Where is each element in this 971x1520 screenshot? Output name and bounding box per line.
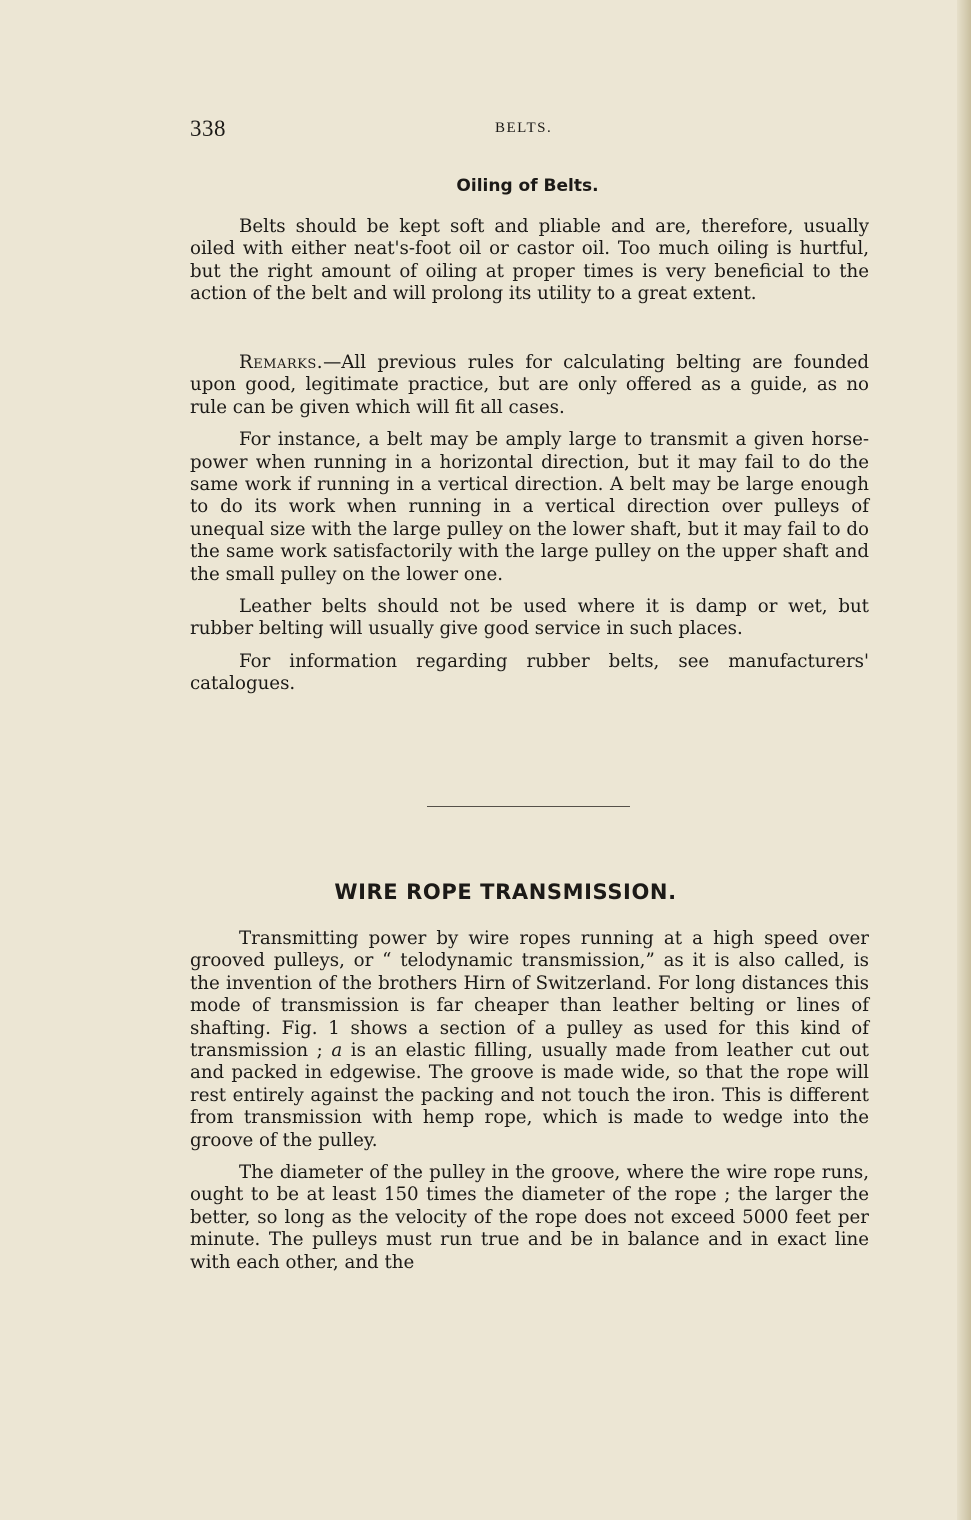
- oiling-section-text: [190, 216, 869, 316]
- paragraph: Belts should be kept soft and pliable and are, therefore, usually oiled with either neat's-foot oil or castor oil. Too much oiling is hurtful, but the right amount of oiling at proper times is very beneficial to the action of the belt and will prolong its utility to a great extent.: [190, 216, 869, 305]
- section-heading-wire-rope-transmission: WIRE ROPE TRANSMISSION.: [334, 880, 677, 904]
- running-head: [190, 112, 869, 148]
- page-number: 338: [190, 116, 226, 141]
- section-heading-oiling-of-belts: Oiling of Belts.: [456, 176, 599, 196]
- remarks-paragraph: [190, 352, 869, 419]
- wire-rope-section-text: [190, 928, 869, 1284]
- paragraph: [190, 928, 869, 1152]
- italic-letter: a: [331, 1040, 343, 1062]
- remarks-section-text: [190, 352, 869, 706]
- remarks-text: —All previous rules for calculating belting are founded upon good, legitimate practice, but are only offered as a guide, as no rule can be given which will fit all cases.: [190, 352, 869, 418]
- running-title: BELTS.: [495, 120, 553, 136]
- paragraph: For information regarding rubber belts, see manufacturers' catalogues.: [190, 650, 869, 695]
- paragraph: Leather belts should not be used where it is damp or wet, but rubber belting will usually give good service in such places.: [190, 596, 869, 640]
- paragraph: For instance, a belt may be amply large to transmit a given horse-power when running in a horizontal direction, but it may fail to do the same work if running in a vertical direction. A belt may be large enough to do its work when running in a vertical direction over pulleys of unequal size with the large pulley on the lower shaft, but it may fail to do the same work satisfactorily with the large pulley on the upper shaft and the small pulley on the lower one.: [190, 429, 869, 585]
- remarks-label: Remarks.: [239, 352, 324, 373]
- book-page: [190, 0, 869, 1520]
- paragraph-text: is an elastic filling, usually made from leather cut out and packed in edgewise. The groove is made wide, so that the rope will rest entirely against the packing and not touch the iron. This is different from transmission with hemp rope, which is made to wedge into the groove of the pulley.: [190, 1040, 869, 1151]
- paragraph: The diameter of the pulley in the groove, where the wire rope runs, ought to be at least 150 times the diameter of the rope ; the larger the better, so long as the velocity of the rope does not exceed 5000 feet per minute. The pulleys must run true and be in balance and in exact line with each other, and the: [190, 1162, 869, 1273]
- section-divider-rule: [427, 806, 630, 807]
- page-edge: [957, 0, 971, 1520]
- paragraph-text: Transmitting power by wire ropes running at a high speed over grooved pulleys, or “ telodynamic transmission,” as it is also called, is the invention of the brothers Hirn of Switzerland. For long distances this mode of transmission is far cheaper than leather belting or lines of shafting. Fig. 1 shows a section of a pulley as used for this kind of transmission ;: [190, 928, 869, 1062]
